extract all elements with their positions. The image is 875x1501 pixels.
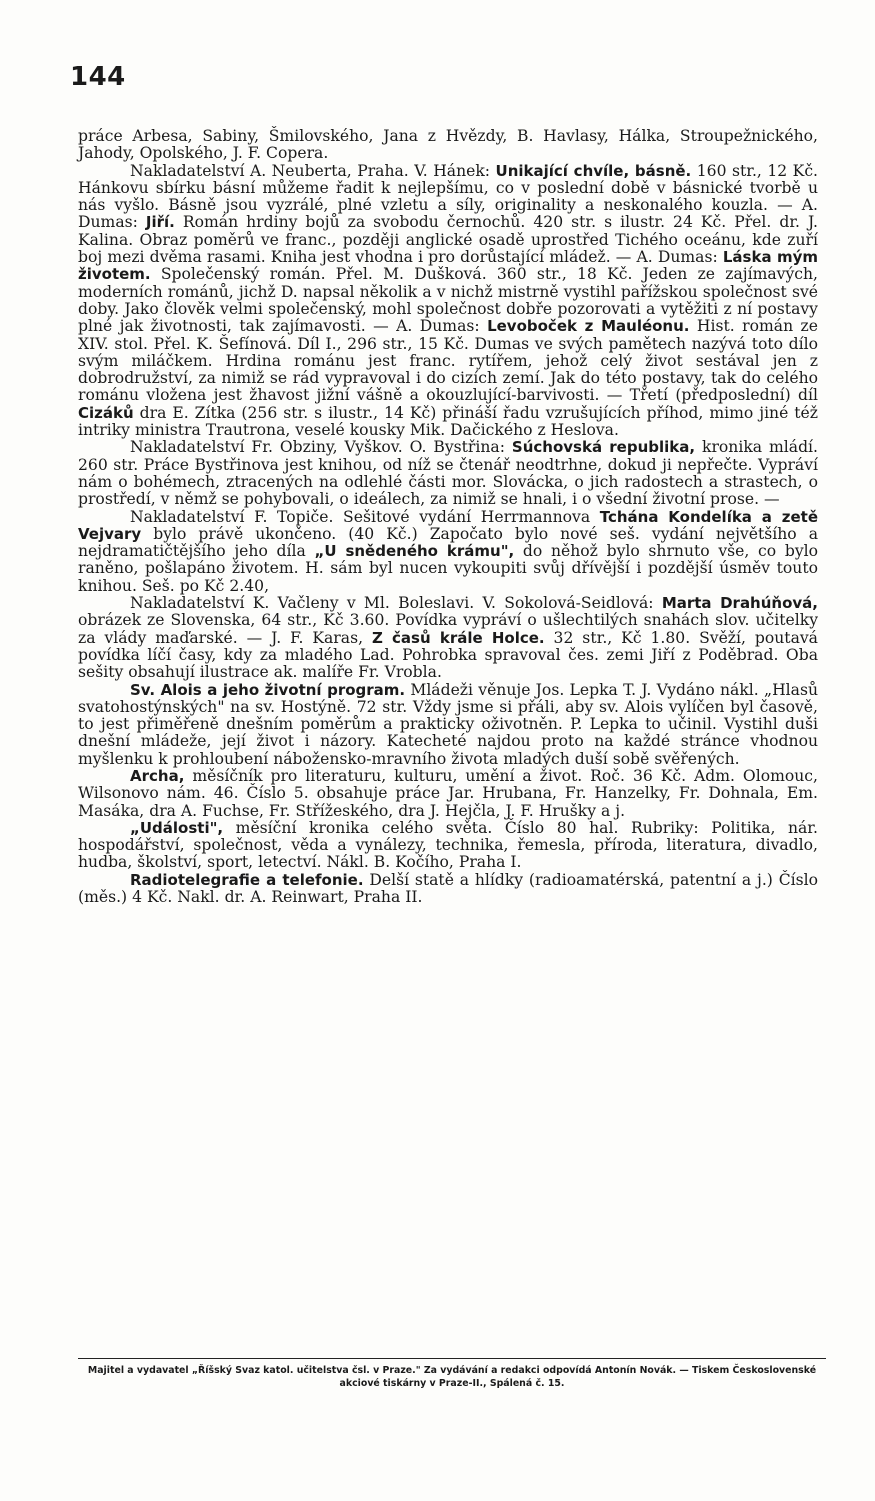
body-text: Román hrdiny bojů za svobodu černochů. 420 str. s ilustr. 24 Kč. Přel. dr. J. Kalina. Obraz poměrů ve franc., později anglické osadě uprostřed Tichého oceánu, kde zuří boj mezi dvěma rasami. Kniha jest vhodna i pro dorůstající mládež. — A. Dumas: [78, 213, 819, 267]
body-text: Společenský román. Přel. M. Dušková. 360 str., 18 Kč. Jeden ze zajímavých, moderních románů, jichž D. napsal několik a v nichž mistrně vystihl pařížskou společnost své doby. Jako člověk velmi společenský, mohl společnost dobře pozorovati a vytěžiti z ní postavy plné jak životnosti, tak zajímavosti. — A. Dumas: [78, 265, 818, 336]
body-text: Mládeži věnuje Jos. Lepka T. J. Vydáno nákl. „Hlasů svatohostýnských" na sv. Hostýně. 72 str. Vždy jsme si přáli, aby sv. Alois vylíčen byl časově, to jest přiměřeně dnešním poměrům a prakticky oživotněn. P. Lepka to učinil. Vystihl duši dnešní mládeže, její život i názory. Katecheté najdou proto na každé stránce vhodnou myšlenku k prohloubení nábožensko-mravního života mladých duší sobě svěřených. [78, 680, 818, 768]
body-text: měsíční kronika celého světa. Číslo 80 hal. Rubriky: Politika, nár. hospodářství, společnost, věda a vynálezy, technika, řemesla, příroda, literatura, divadlo, hudba, školství, sport, letectví. Nákl. B. Kočího, Praha I. [78, 818, 818, 872]
bold-title-text: Levoboček z Mauléonu. [487, 317, 690, 336]
paragraph [78, 682, 818, 768]
paragraph [78, 768, 818, 820]
body-text: Delší statě a hlídky (radioamatérská, patentní a j.) Číslo (měs.) 4 Kč. Nakl. dr. A. Reinwart, Praha II. [78, 870, 818, 907]
bold-title-text: Súchovská republika, [511, 438, 696, 457]
body-text: práce Arbesa, Sabiny, Šmilovského, Jana z Hvězdy, B. Havlasy, Hálka, Stroupežnického, Jahody, Opolského, J. F. Copera. [78, 127, 818, 163]
bold-title-text: Cizáků [78, 403, 134, 422]
paragraph [78, 439, 818, 508]
paragraph [78, 163, 818, 440]
body-text: kronika mládí. 260 str. Práce Bystřinova jest knihou, od níž se čtenář neodtrhne, dokud ji nepřečte. Vypráví nám o bohémech, ztracených na odlehlé části mor. Slovácka, o jich radostech a strastech, o prostředí, v němž se pohybovali, o ideálech, za nimiž se hnali, i o všední životní prose. — [78, 438, 819, 509]
paragraph [78, 872, 818, 907]
paragraph [78, 595, 818, 681]
article-body [78, 128, 818, 906]
bold-title-text: Radiotelegrafie a telefonie. [130, 870, 364, 889]
body-text: do něhož bylo shrnuto vše, co bylo raněno, pošlapáno životem. H. sám byl nucen vykoupiti svůj dřívější i pozdější úsměv touto knihou. Seš. po Kč 2.40, [78, 542, 819, 595]
bold-title-text: Archa, [130, 766, 185, 785]
bold-title-text: Marta Drahúňová, [661, 594, 818, 613]
body-text: obrázek ze Slovenska, 64 str., Kč 3.60. Povídka vypráví o ušlechtilých snahách slov. učitelky za vlády maďarské. — J. F. Karas, [78, 611, 818, 647]
publisher-imprint: Majitel a vydavatel „Říšský Svaz katol. učitelstva čsl. v Praze." Za vydávání a redakci odpovídá Antonín Novák. — Tiskem Československé akciové tiskárny v Praze-II., Spálená č. 15. [87, 1365, 817, 1389]
body-text: dra E. Zítka (256 str. s ilustr., 14 Kč) přináší řadu vzrušujících příhod, mimo jiné též intriky ministra Trautrona, veselé kousky Mik. Dačického z Heslova. [78, 403, 818, 440]
body-text: Nakladatelství F. Topiče. Sešitové vydání Herrmannova [130, 507, 600, 526]
bold-title-text: Unikající chvíle, básně. [495, 161, 692, 180]
bold-title-text: „U snědeného krámu", [314, 542, 515, 561]
body-text: bylo právě ukončeno. (40 Kč.) Započato bylo nové seš. vydání největšího a nejdramatičtějšího jeho díla [78, 524, 818, 561]
bold-title-text: Láska mým životem. [78, 248, 819, 284]
bold-title-text: „Události", [130, 818, 224, 837]
paragraph [78, 820, 818, 872]
body-text: Hist. román ze XIV. stol. Přel. K. Šefínová. Díl I., 296 str., 15 Kč. Dumas ve svých pamětech nazývá toto dílo svým miláčkem. Hrdina románu jest franc. rytířem, jehož celý život sestával jen z dobrodružství, za nimiž se rád vypravoval i do cizích zemí. Jak do této postavy, tak do celého románu vložena jest žhavost jižní vášně a okouzlující-barvivosti. — Třetí (předposlední) díl [78, 317, 818, 405]
body-text: měsíčník pro literaturu, kulturu, umění a život. Roč. 36 Kč. Adm. Olomouc, Wilsonovo nám. 46. Číslo 5. obsahuje práce Jar. Hrubana, Fr. Hanzelky, Fr. Dohnala, Em. Masáka, dra A. Fuchse, Fr. Střížeského, dra J. Hejčla, J. F. Hrušky a j. [78, 766, 818, 820]
body-text: Nakladatelství A. Neuberta, Praha. V. Hánek: [130, 161, 496, 180]
bold-title-text: Tchána Kondelíka a zetě Vejvary [78, 507, 818, 543]
bold-title-text: Z časů krále Holce. [371, 628, 545, 647]
body-text: 32 str., Kč 1.80. Svěží, poutavá povídka líčí časy, kdy za mladého Lad. Pohrobka spravoval čes. zemi Jiří z Poděbrad. Oba sešity obsahují ilustrace ak. malíře Fr. Vrobla. [78, 628, 818, 682]
paragraph [78, 509, 818, 595]
body-text: 160 str., 12 Kč. Hánkovu sbírku básní můžeme řadit k nejlepšímu, co v poslední době v básnické tvorbě u nás vyšlo. Básně jsou vyzrálé, plné vzletu a síly, originality a neskonalého kouzla. — A. Dumas: [78, 161, 819, 232]
bold-title-text: Jiří. [145, 213, 175, 232]
paragraph [78, 128, 818, 163]
body-text: Nakladatelství Fr. Obziny, Vyškov. O. Bystřina: [130, 438, 512, 457]
page-number: 144 [70, 62, 126, 92]
footer-divider [78, 1358, 826, 1359]
bold-title-text: Sv. Alois a jeho životní program. [130, 680, 406, 699]
body-text: Nakladatelství K. Vačleny v Ml. Boleslavi. V. Sokolová-Seidlová: [130, 594, 662, 613]
